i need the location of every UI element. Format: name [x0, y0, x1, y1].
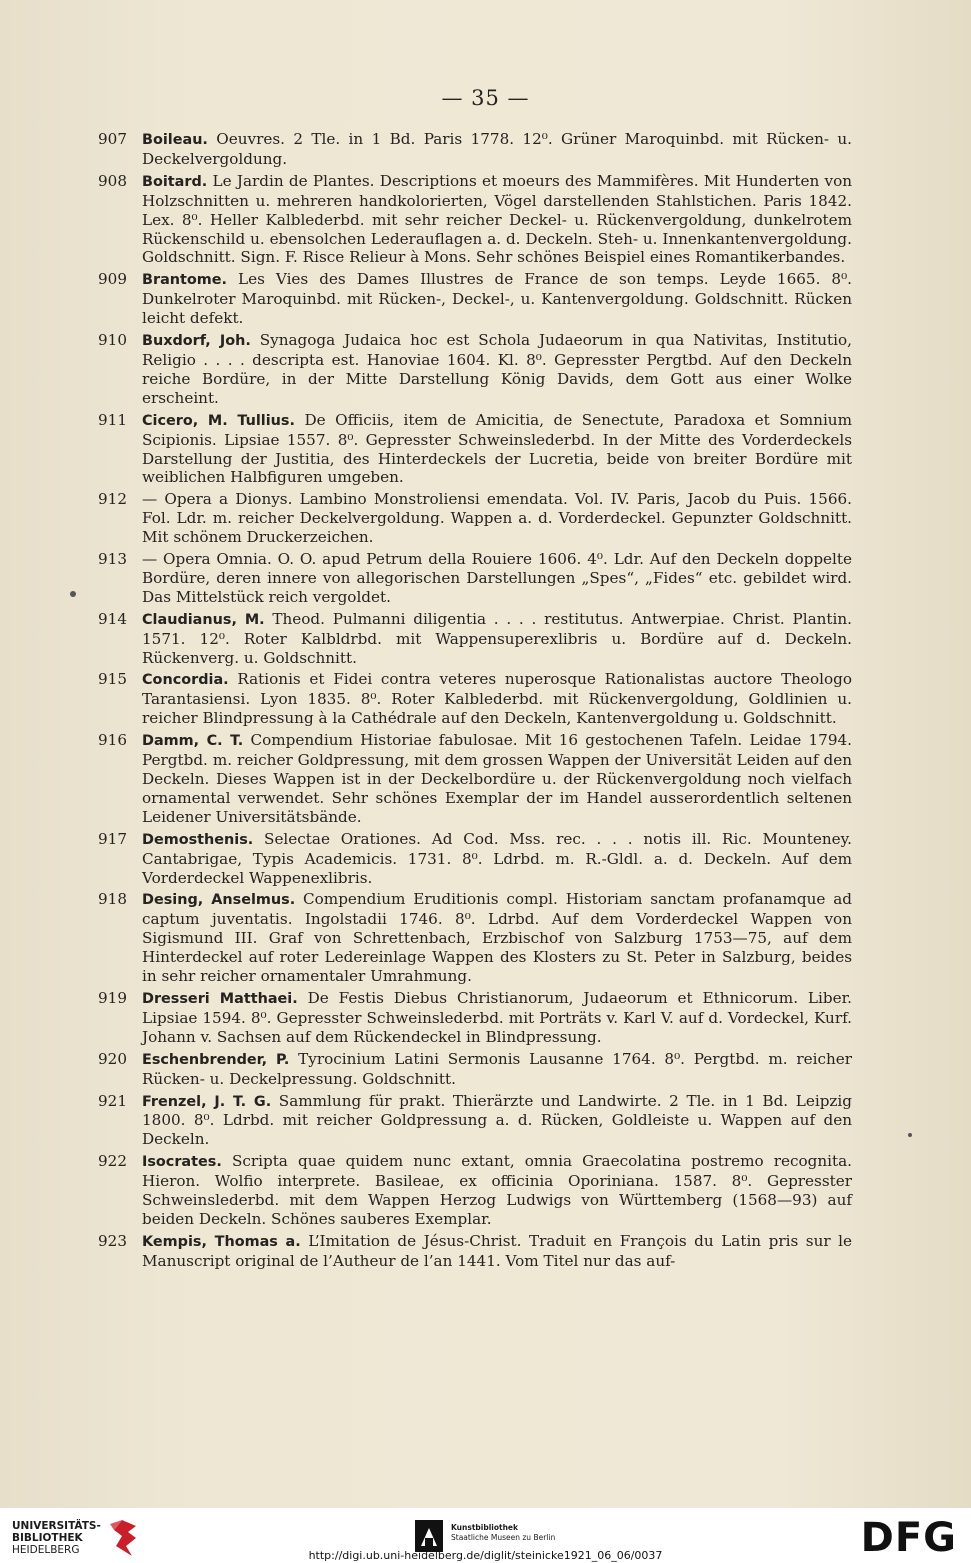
entry-author: Eschenbrender, P. [142, 1051, 290, 1068]
catalog-entry [98, 890, 852, 986]
entry-author: Boileau. [142, 132, 208, 148]
entry-author: Brantome. [142, 272, 228, 289]
catalog-entry [98, 1232, 852, 1271]
entry-author: Isocrates. [142, 1154, 222, 1171]
entry-number: 916 [98, 731, 127, 750]
entry-number: 915 [98, 670, 127, 689]
entry-description: Oeuvres. 2 Tle. in 1 Bd. Paris 1778. 12⁰. Grüner Maroquinbd. mit Rücken- u. Deckelvergoldung. [142, 130, 852, 168]
catalog-entries [98, 130, 852, 1274]
entry-author: Claudianus, M. [142, 611, 265, 628]
entry-author: Frenzel, J. T. G. [142, 1093, 272, 1110]
entry-author: Buxdorf, Joh. [142, 333, 251, 350]
page-number: — 35 — [441, 86, 530, 110]
kunstbibliothek-subtitle: Staatliche Museen zu Berlin [451, 1533, 556, 1542]
entry-description: — Opera Omnia. O. O. apud Petrum della Rouiere 1606. 4⁰. Ldr. Auf den Deckeln doppelte Bordüre, deren innere von allegorischen Darstellungen „Spes“, „Fides“ etc. gebildet wird. Das Mittelstück reich vergoldet. [142, 550, 852, 606]
entry-description: Sammlung für prakt. Thierärzte und Landwirte. 2 Tle. in 1 Bd. Leipzig 1800. 8⁰. Ldrbd. mit reicher Goldpressung a. d. Rücken, Goldleiste u. Wappen auf den Deckeln. [142, 1091, 852, 1149]
entry-number: 913 [98, 550, 127, 569]
catalog-entry [98, 331, 852, 408]
entry-author: Concordia. [142, 672, 229, 689]
entry-description: Le Jardin de Plantes. Descriptions et moeurs des Mammifères. Mit Hunderten von Holzschnitten u. mehreren handkolorierten, Vögel darstellenden Stahlstichen. Paris 1842. Lex. 8⁰. Heller Kalblederbd. mit sehr reicher Deckel- u. Rückenvergoldung, dunkelrotem Rückenschild u. ebensolchen Lederauflagen a. d. Deckeln. Steh- u. Innenkantenvergoldung. Goldschnitt. Sign. F. Risce Relieur à Mons. Sehr schönes Beispiel eines Romantikerbandes. [142, 171, 852, 267]
entry-author: Cicero, M. Tullius. [142, 412, 295, 429]
entry-number: 911 [98, 410, 127, 429]
catalog-entry [98, 1050, 852, 1089]
entry-number: 914 [98, 609, 127, 628]
catalog-entry [98, 490, 852, 547]
entry-description: Theod. Pulmanni diligentia . . . . restitutus. Antwerpiae. Christ. Plantin. 1571. 12⁰. Roter Kalbldrbd. mit Wappensuperexlibris u. Bordüre auf d. Deckeln. Rückenverg. u. Goldschnitt. [142, 609, 852, 667]
ub-line-1: UNIVERSITÄTS- [12, 1520, 101, 1532]
entry-description: De Officiis, item de Amicitia, de Senectute, Paradoxa et Somnium Scipionis. Lipsiae 1557. 8⁰. Gepresster Schweinslederbd. In der Mitte des Vorderdeckels Darstellung der Justitia, des Hinterdeckels der Lucretia, beide von breiter Bordüre mit weiblichen Halbfiguren umgeben. [142, 410, 852, 487]
entry-number: 912 [98, 490, 127, 509]
entry-number: 907 [98, 130, 127, 148]
entry-number: 921 [98, 1091, 127, 1110]
entry-number: 920 [98, 1049, 127, 1068]
margin-dot [70, 591, 76, 597]
ub-line-3: HEIDELBERG [12, 1544, 80, 1556]
catalog-entry [98, 172, 852, 268]
dfg-logo[interactable]: DFG [860, 1515, 957, 1561]
entry-description: — Opera a Dionys. Lambino Monstroliensi emendata. Vol. IV. Paris, Jacob du Puis. 1566. Fol. Ldr. m. reicher Deckelvergoldung. Wappen a. d. Vorderdeckel. Gepunzter Goldschnitt. Mit schönem Druckerzeichen. [142, 490, 852, 547]
kunstbibliothek-title: Kunstbibliothek [451, 1523, 519, 1532]
entry-author: Kempis, Thomas a. [142, 1233, 301, 1250]
catalog-entry [98, 550, 852, 607]
catalog-entry [98, 270, 852, 328]
footer-bar [0, 1508, 971, 1563]
entry-description: Rationis et Fidei contra veteres nuperosque Rationalistas auctore Theologo Tarantasiensi. Lyon 1835. 8⁰. Roter Kalblederbd. mit Rückenvergoldung, Goldlinien u. reicher Blindpressung à la Cathédrale auf den Deckeln, Kantenvergoldung u. Goldschnitt. [142, 670, 852, 728]
entry-number: 918 [98, 890, 127, 909]
entry-number: 919 [98, 988, 127, 1007]
entry-number: 908 [98, 171, 127, 190]
entry-description: Selectae Orationes. Ad Cod. Mss. rec. . . . notis ill. Ric. Mounteney. Cantabrigae, Typis Academicis. 1731. 8⁰. Ldrbd. m. R.-Gldl. a. d. Deckeln. Auf dem Vorderdeckel Wappenexlibris. [142, 829, 852, 887]
entry-author: Damm, C. T. [142, 733, 244, 750]
entry-number: 917 [98, 829, 127, 848]
entry-description: Synagoga Judaica hoc est Schola Judaeorum in qua Nativitas, Institutio, Religio . . . . descripta est. Hanoviae 1604. Kl. 8⁰. Gepresster Pergtbd. Auf den Deckeln reiche Bordüre, in der Mitte Darstellung König Davids, dem Gott aus einer Wolke erscheint. [142, 331, 852, 407]
entry-author: Desing, Anselmus. [142, 892, 296, 909]
catalog-entry [98, 830, 852, 888]
catalog-entry [98, 1092, 852, 1150]
catalog-entry [98, 411, 852, 488]
catalog-entry [98, 1152, 852, 1229]
catalog-entry [98, 610, 852, 668]
entry-description: De Festis Diebus Christianorum, Judaeorum et Ethnicorum. Liber. Lipsiae 1594. 8⁰. Gepresster Schweinslederbd. mit Porträts v. Karl V. auf d. Vordeckel, Kurf. Johann v. Sachsen auf dem Rückendeckel in Blindpressung. [142, 988, 852, 1046]
catalog-entry [98, 731, 852, 827]
catalog-entry [98, 989, 852, 1047]
kunstbibliothek-icon [415, 1520, 443, 1552]
entry-number: 909 [98, 270, 127, 289]
margin-dot [908, 1133, 912, 1137]
entry-description: Tyrocinium Latini Sermonis Lausanne 1764. 8⁰. Pergtbd. m. reicher Rücken- u. Deckelpressung. Goldschnitt. [142, 1049, 853, 1088]
catalog-entry [98, 670, 852, 728]
entry-number: 922 [98, 1152, 127, 1171]
entry-description: L’Imitation de Jésus-Christ. Traduit en François du Latin pris sur le Manuscript original de l’Autheur de l’an 1441. Vom Titel nur das auf- [142, 1231, 852, 1270]
entry-description: Scripta quae quidem nunc extant, omnia Graecolatina postremo recognita. Hieron. Wolfio interprete. Basileae, ex officinia Oporiniana. 1587. 8⁰. Gepresster Schweinslederbd. mit dem Wappen Herzog Ludwigs von Württemberg (1568—93) auf beiden Deckeln. Schönes sauberes Exemplar. [142, 1152, 852, 1228]
entry-description: Compendium Eruditionis compl. Historiam sanctam profanamque ad captum juventatis. Ingolstadii 1746. 8⁰. Ldrbd. Auf dem Vorderdeckel Wappen von Sigismund III. Graf von Schrettenbach, Erzbischof von Salzburg 1753—75, auf dem Hinterdeckel auf roter Ledereinlage Wappen des Klosters zu St. Peter in Salzburg, beides in sehr reicher ornamentaler Umrahmung. [142, 890, 852, 986]
entry-author: Dresseri Matthaei. [142, 990, 298, 1007]
entry-description: Compendium Historiae fabulosae. Mit 16 gestochenen Tafeln. Leidae 1794. Pergtbd. m. reicher Goldpressung, mit dem grossen Wappen der Universität Leiden auf den Deckeln. Dieses Wappen ist in der Deckelbordüre u. der Rückenvergoldung noch vielfach ornamental verwendet. Sehr schönes Exemplar der im Handel ausserordentlich seltenen Leidener Universitätsbände. [142, 731, 852, 826]
entry-author: Demosthenis. [142, 831, 254, 848]
entry-description: Les Vies des Dames Illustres de France de son temps. Leyde 1665. 8⁰. Dunkelroter Maroquinbd. mit Rücken-, Deckel-, u. Kantenvergoldung. Goldschnitt. Rücken leicht defekt. [142, 270, 852, 328]
entry-number: 910 [98, 331, 127, 350]
entry-number: 923 [98, 1231, 127, 1250]
source-url[interactable]: http://digi.ub.uni-heidelberg.de/diglit/steinicke1921_06_06/0037 [308, 1549, 663, 1562]
ub-line-2: BIBLIOTHEK [12, 1532, 83, 1544]
catalog-entry [98, 130, 852, 169]
entry-author: Boitard. [142, 173, 208, 190]
